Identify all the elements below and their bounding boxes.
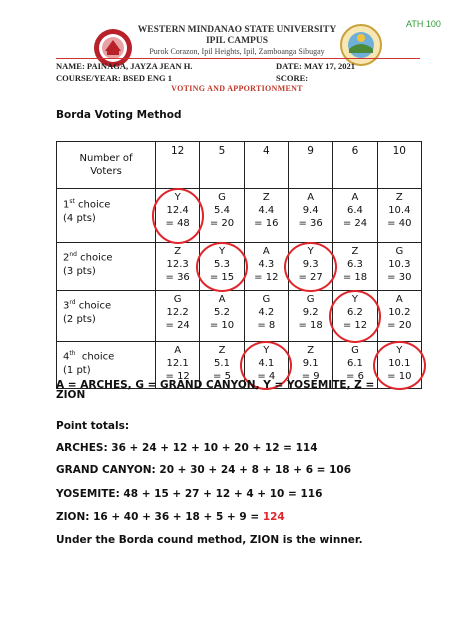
student-name: NAME: PAINAGA, JAYZA JEAN H.: [56, 61, 193, 71]
voters-times-points: 4.2: [258, 307, 275, 318]
zion-total-value: 124: [262, 511, 285, 523]
vote-cell: [200, 243, 244, 291]
campus-address: Purok Corazon, Ipil Heights, Ipil, Zamboanga Sibugay: [149, 47, 325, 56]
vote-cell: [156, 291, 200, 342]
cell-points: = 12: [165, 371, 190, 382]
cell-points: = 48: [165, 218, 190, 229]
voters-times-points: 9.4: [302, 205, 319, 216]
voters-times-points: 5.2: [214, 307, 230, 318]
rank-ordinal: 2: [63, 252, 70, 264]
voters-times-points: 10.1: [388, 358, 411, 369]
cell-points: = 10: [209, 320, 235, 331]
park-code: Z: [262, 192, 270, 203]
voters-times-points: 10.2: [388, 307, 411, 318]
vote-cell: [333, 291, 377, 342]
header-divider: [56, 58, 420, 59]
cell-points: = 4: [257, 371, 276, 382]
voters-times-points: 6.1: [347, 358, 363, 369]
voters-times-points: 12.3: [166, 259, 189, 270]
zion-total: [56, 511, 285, 523]
borda-table: [56, 141, 422, 389]
park-code: G: [306, 294, 315, 305]
voters-times-points: 5.1: [214, 358, 230, 369]
rank-suffix: nd: [69, 251, 77, 258]
choice-row: [57, 291, 422, 342]
cell-points: = 18: [298, 320, 323, 331]
park-code: Z: [174, 246, 182, 257]
park-code: G: [218, 192, 226, 203]
rank-points: (1 pt): [63, 365, 91, 377]
park-code: G: [395, 246, 404, 257]
cell-points: = 6: [346, 371, 364, 382]
voters-times-points: 4.3: [258, 259, 275, 270]
legend-line: A = ARCHES, G = GRAND CANYON, Y = YOSEMITE, Z =: [56, 379, 375, 391]
voters-times-points: 9.1: [302, 358, 319, 369]
vote-cell: [200, 189, 244, 243]
cell-points: = 5: [213, 371, 231, 382]
zion-sum: ZION: 16 + 40 + 36 + 18 + 5 + 9 =: [56, 511, 263, 523]
cell-points: = 12: [342, 320, 368, 331]
cell-points: = 27: [298, 272, 323, 283]
vote-cell: [288, 189, 332, 243]
choice-row: [57, 189, 422, 243]
voters-header: [57, 142, 156, 189]
park-code: Y: [396, 345, 403, 356]
rank-ordinal: 1: [63, 199, 70, 211]
voters-times-points: 6.2: [347, 307, 363, 318]
conclusion: Under the Borda cound method, ZION is the winner.: [56, 534, 363, 546]
park-code: A: [351, 192, 359, 203]
rank-suffix: st: [69, 198, 75, 205]
course-year: COURSE/YEAR: BSED ENG 1: [56, 73, 172, 83]
vote-cell: [244, 189, 288, 243]
voter-count-header: 4: [244, 142, 288, 189]
rank-word: choice: [75, 300, 112, 312]
vote-cell: [244, 291, 288, 342]
vote-cell: [244, 243, 288, 291]
voters-times-points: 4.4: [258, 205, 275, 216]
park-code: G: [351, 345, 359, 356]
voters-times-points: 5.4: [214, 205, 230, 216]
cell-points: = 36: [298, 218, 323, 229]
voters-times-points: 10.3: [388, 259, 411, 270]
cell-points: = 18: [342, 272, 368, 283]
voters-times-points: 12.4: [166, 205, 189, 216]
voter-count-header: 5: [200, 142, 244, 189]
park-code: Y: [351, 294, 359, 305]
park-code: Z: [395, 192, 403, 203]
cell-points: = 15: [209, 272, 235, 283]
campus-name: IPIL CAMPUS: [205, 36, 269, 46]
park-code: A: [307, 192, 315, 203]
topic-title: VOTING AND APPORTIONMENT: [171, 84, 303, 93]
vote-cell: [377, 243, 421, 291]
table-header-row: [57, 142, 422, 189]
vote-cell: [333, 189, 377, 243]
voters-times-points: 10.4: [388, 205, 411, 216]
course-code-tag: ATH 100: [406, 19, 441, 29]
cell-points: = 40: [387, 218, 412, 229]
park-code: A: [218, 294, 226, 305]
voters-times-points: 4.1: [258, 358, 275, 369]
rank-points: (3 pts): [63, 266, 96, 278]
choice-row: [57, 243, 422, 291]
score-label: SCORE:: [276, 73, 309, 83]
park-code: Y: [218, 246, 226, 257]
voters-header-line2: Voters: [90, 166, 122, 177]
rank-ordinal: 4: [63, 351, 70, 363]
cell-points: = 30: [387, 272, 412, 283]
vote-cell: [377, 291, 421, 342]
park-code: A: [395, 294, 403, 305]
vote-cell: [333, 243, 377, 291]
vote-cell: [288, 243, 332, 291]
voters-times-points: 9.2: [302, 307, 319, 318]
cell-points: = 16: [254, 218, 279, 229]
cell-points: = 9: [301, 371, 320, 382]
cell-points: = 20: [387, 320, 412, 331]
rank-points: (2 pts): [63, 314, 96, 326]
voter-count-header: 10: [377, 142, 421, 189]
choice-rank-label: [57, 243, 156, 291]
cell-points: = 8: [257, 320, 276, 331]
cell-points: = 24: [165, 320, 190, 331]
rank-word: choice: [77, 252, 113, 264]
park-code: Y: [174, 192, 181, 203]
cell-points: = 36: [165, 272, 190, 283]
legend-overflow: ZION: [56, 389, 86, 401]
voters-header-line1: Number of: [79, 153, 133, 164]
cell-points: = 12: [254, 272, 279, 283]
vote-cell: [377, 189, 421, 243]
yosemite-total: YOSEMITE: 48 + 15 + 27 + 12 + 4 + 10 = 116: [56, 488, 323, 500]
cell-points: = 10: [387, 371, 412, 382]
rank-word: choice: [75, 351, 115, 363]
choice-rank-label: [57, 291, 156, 342]
park-code: A: [174, 345, 182, 356]
park-code: Z: [307, 345, 315, 356]
vote-cell: [156, 243, 200, 291]
park-code: G: [262, 294, 271, 305]
voter-count-header: 6: [333, 142, 377, 189]
park-code: Z: [351, 246, 359, 257]
park-code: Y: [307, 246, 314, 257]
arches-total: ARCHES: 36 + 24 + 12 + 10 + 20 + 12 = 114: [56, 442, 318, 454]
cell-points: = 20: [209, 218, 235, 229]
rank-suffix: rd: [69, 299, 76, 306]
rank-suffix: th: [69, 350, 76, 357]
rank-ordinal: 3: [63, 300, 70, 312]
park-code: A: [262, 246, 270, 257]
voters-times-points: 6.3: [347, 259, 363, 270]
voters-times-points: 12.1: [166, 358, 189, 369]
cell-points: = 24: [342, 218, 368, 229]
park-code: Y: [263, 345, 270, 356]
vote-cell: [200, 291, 244, 342]
voters-times-points: 9.3: [302, 259, 319, 270]
voter-count-header: 12: [156, 142, 200, 189]
vote-cell: [288, 291, 332, 342]
park-code: G: [173, 294, 182, 305]
point-totals-heading: Point totals:: [56, 420, 130, 432]
rank-word: choice: [74, 199, 111, 211]
university-name: WESTERN MINDANAO STATE UNIVERSITY: [137, 25, 337, 35]
voters-times-points: 5.3: [214, 259, 230, 270]
voters-times-points: 12.2: [166, 307, 189, 318]
vote-cell: [156, 189, 200, 243]
submission-date: DATE: MAY 17, 2021: [276, 61, 356, 71]
section-title: Borda Voting Method: [56, 109, 182, 121]
voter-count-header: 9: [288, 142, 332, 189]
grand-canyon-total: GRAND CANYON: 20 + 30 + 24 + 8 + 18 + 6 = 106: [56, 464, 352, 476]
rank-points: (4 pts): [63, 213, 96, 225]
voters-times-points: 6.4: [347, 205, 363, 216]
park-code: Z: [218, 345, 226, 356]
choice-rank-label: [57, 189, 156, 243]
